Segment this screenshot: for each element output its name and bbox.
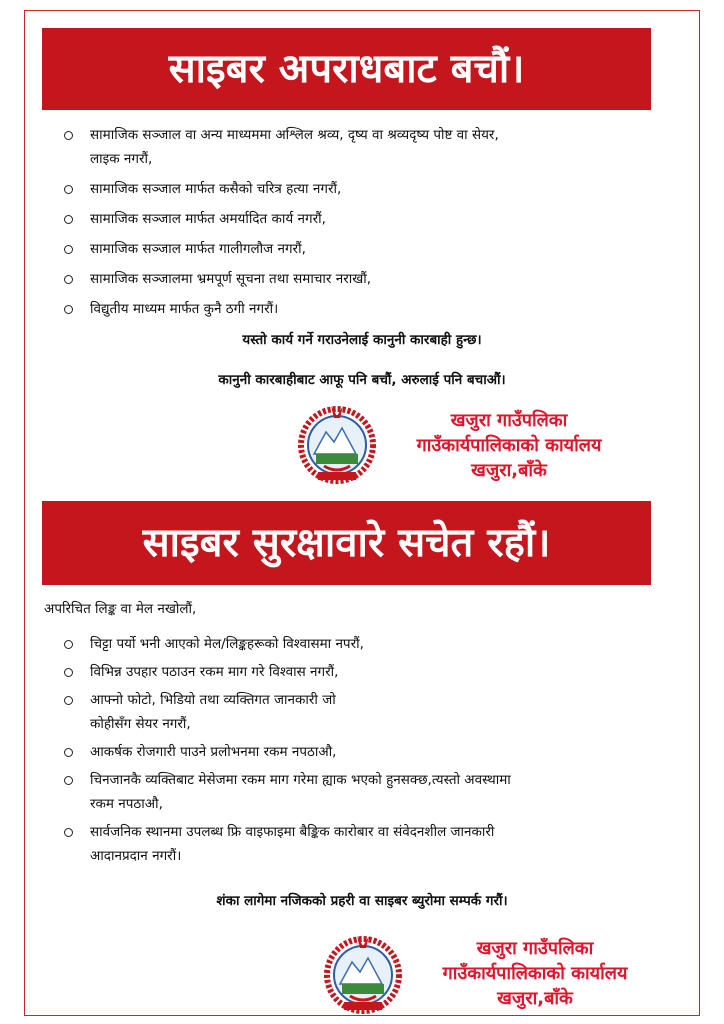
bullet-circle-icon	[64, 640, 73, 649]
nepal-government-emblem-icon	[322, 932, 404, 1014]
list-item: विभिन्न उपहार पठाउन रकम माग गरे विश्वास नगरौं,	[64, 660, 654, 684]
bullet-circle-icon	[64, 215, 73, 224]
list-item: आफ्नो फोटो, भिडियो तथा व्यक्तिगत जानकारी जो कोहीसँग सेयर नगरौं,	[64, 688, 654, 736]
municipality-name: खजुरा गाउँपलिका	[476, 938, 594, 959]
section1-heading: साइबर अपराधबाट बचौं।	[42, 28, 651, 110]
office-name: गाउँकार्यपालिकाको कार्यालय	[442, 963, 628, 984]
list-item: सामाजिक सञ्जालमा भ्रमपूर्ण सूचना तथा समाचार नराखौं,	[64, 267, 654, 291]
bullet-circle-icon	[64, 696, 73, 705]
list-item: विद्युतीय माध्यम मार्फत कुनै ठगी नगरौं।	[64, 297, 654, 321]
bullet-circle-icon	[64, 668, 73, 677]
list-item: सामाजिक सञ्जाल मार्फत अमर्यादित कार्य नगरौं,	[64, 207, 654, 231]
office-address: खजुरा,बाँके	[471, 460, 547, 481]
bullet-circle-icon	[64, 275, 73, 284]
section2-heading: साइबर सुरक्षावारे सचेत रहौं।	[42, 501, 651, 585]
section2-intro: अपरिचित लिङ्क वा मेल नखोलौं,	[44, 601, 197, 617]
list-item: सार्वजनिक स्थानमा उपलब्ध फ्रि वाइफाइमा बैङ्किक कारोबार वा संवेदनशील जानकारी आदानप्रदान नगरौं।	[64, 820, 654, 868]
office-address: खजुरा,बाँके	[497, 988, 573, 1009]
bullet-circle-icon	[64, 185, 73, 194]
section1-list	[64, 123, 654, 321]
list-item: आकर्षक रोजगारी पाउने प्रलोभनमा रकम नपठाऔ,	[64, 740, 654, 764]
office-block	[404, 936, 666, 1011]
bullet-circle-icon	[64, 245, 73, 254]
list-item: सामाजिक सञ्जाल वा अन्य माध्यममा अश्लिल श्रव्य, दृष्य वा श्रव्यदृष्य पोष्ट वा सेयर, लाइक नगरौं,	[64, 123, 654, 171]
bullet-circle-icon	[64, 131, 73, 140]
list-item: चिनजानकै व्यक्तिबाट मेसेजमा रकम माग गरेमा ह्याक भएको हुनसक्छ,त्यस्तो अवस्थामा रकम नपठाऔ,	[64, 768, 654, 816]
bullet-circle-icon	[64, 305, 73, 314]
protect-message: कानुनी कारबाहीबाट आफू पनि बचौं, अरुलाई पनि बचाऔं।	[218, 372, 506, 388]
bullet-circle-icon	[64, 776, 73, 785]
section2-list	[64, 632, 654, 868]
bullet-circle-icon	[64, 828, 73, 837]
list-item: सामाजिक सञ्जाल मार्फत गालीगलौज नगरौं,	[64, 237, 654, 261]
legal-warning: यस्तो कार्य गर्ने गराउनेलाई कानुनी कारबाही हुन्छ।	[242, 332, 482, 348]
office-name: गाउँकार्यपालिकाको कार्यालय	[416, 435, 602, 456]
list-item: सामाजिक सञ्जाल मार्फत कसैको चरित्र हत्या नगरौं,	[64, 177, 654, 201]
nepal-government-emblem-icon	[296, 402, 378, 484]
office-block	[378, 408, 640, 483]
list-item: चिट्टा पर्यो भनी आएको मेल/लिङ्कहरूको विश्वासमा नपरौं,	[64, 632, 654, 656]
contact-police-message: शंका लागेमा नजिकको प्रहरी वा साइबर ब्युरोमा सम्पर्क गरौं।	[216, 893, 508, 909]
bullet-circle-icon	[64, 748, 73, 757]
municipality-name: खजुरा गाउँपलिका	[450, 410, 568, 431]
